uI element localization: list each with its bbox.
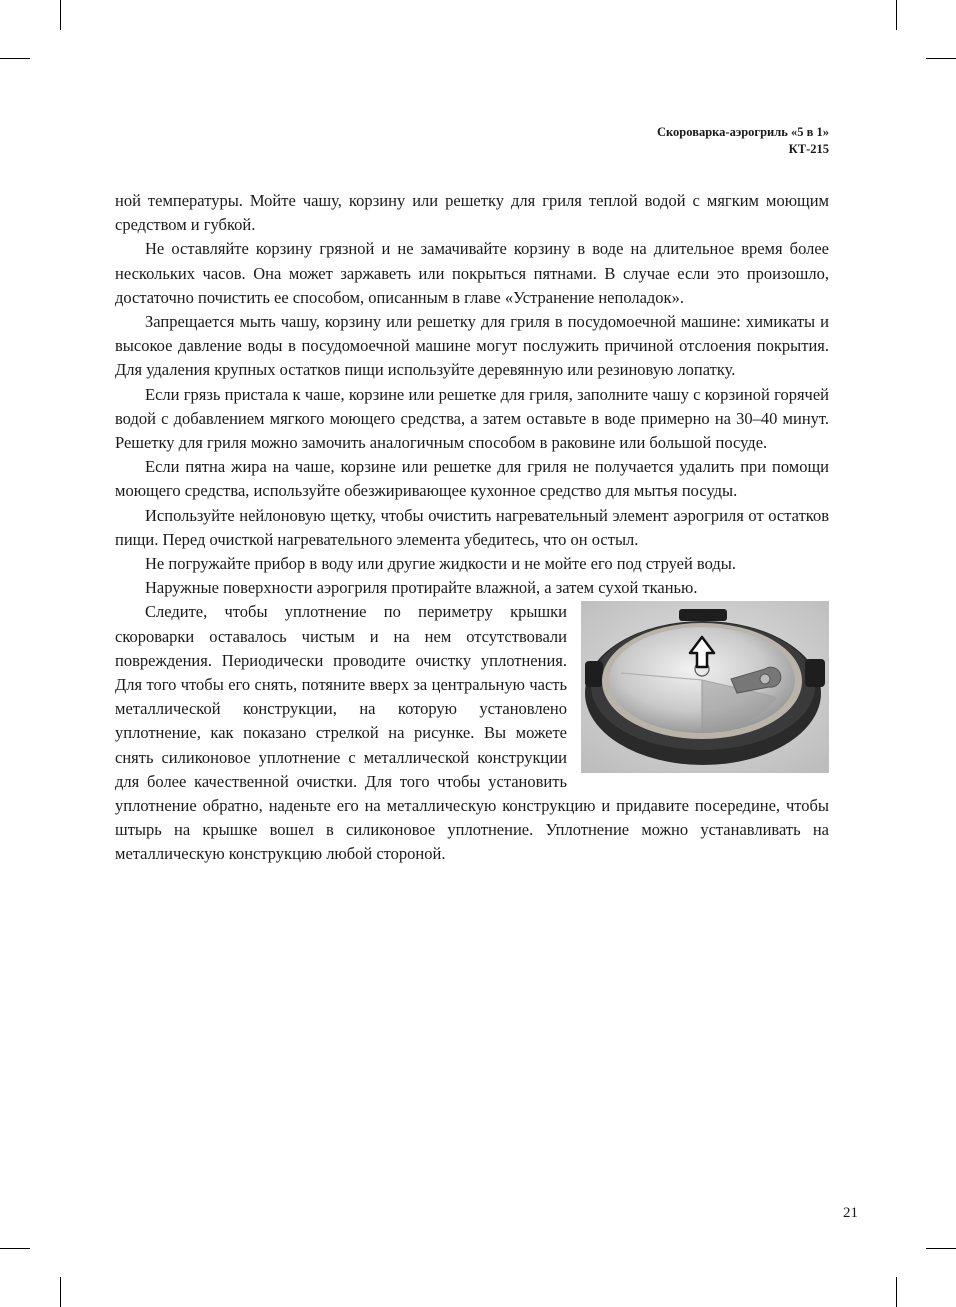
paragraph: ной температуры. Мойте чашу, корзину или решетку для гриля теплой водой с мягким моющим средством и губкой. <box>115 191 829 235</box>
paragraph-with-figure <box>115 600 829 866</box>
paragraph: Если пятна жира на чаше, корзине или решетке для гриля не получается удалить при помощи моющего средства, используйте обезжиривающее кухонное средство для мытья посуды. <box>115 457 829 501</box>
crop-mark <box>896 0 897 30</box>
crop-mark <box>926 58 956 59</box>
paragraph: Не оставляйте корзину грязной и не замачивайте корзину в воде на длительное время более нескольких часов. Она может заржаветь или покрыться пятнами. В случае если это произошло, достаточно почистить ее способом, описанным в главе «Устранение неполадок». <box>115 239 829 307</box>
header-model: КТ-215 <box>788 142 829 156</box>
paragraph-text: Следите, чтобы уплотнение по периметру крышки скороварки оставалось чистым и на нем отсутствовали повреждения. Периодически проводите очистку уплотнения. Для того чтобы его снять, потяните вверх за центральную часть металлической конструкции, на которую установлено уплотнение, как показано стрелкой на рисунке. Вы можете снять силиконовое уплотнение с металлической конструкции для более качественной очистки. Для того чтобы установить уплотнение обратно, наденьте его на металлическую конструкцию и придавите посередине, чтобы штырь на крышке вошел в силиконовое уплотнение. Уплотнение можно устанавливать на металлическую конструкцию любой стороной. <box>115 602 829 864</box>
crop-mark <box>896 1277 897 1307</box>
paragraph: Запрещается мыть чашу, корзину или решетку для гриля в посудомоечной машине: химикаты и высокое давление воды в посудомоечной машине могут послужить причиной отслоения покрытия. Для удаления крупных остатков пищи используйте деревянную или резиновую лопатку. <box>115 312 829 380</box>
lid-handle <box>585 661 603 687</box>
paragraph: Используйте нейлоновую щетку, чтобы очистить нагревательный элемент аэрогриля от остатков пищи. Перед очисткой нагревательного элемента убедитесь, что он остыл. <box>115 505 829 549</box>
crop-mark <box>60 0 61 30</box>
body-text <box>115 189 829 867</box>
running-header <box>657 124 829 158</box>
lid-seal-photo <box>581 601 829 773</box>
lid-handle <box>805 659 825 687</box>
paragraph: Если грязь пристала к чаше, корзине или решетке для гриля, заполните чашу с корзиной горячей водой с добавлением мягкого моющего средства, а затем оставьте в воде примерно на 30–40 минут. Решетку для гриля можно замочить аналогичным способом в раковине или большой посуде. <box>115 384 829 453</box>
crop-mark <box>60 1277 61 1307</box>
crop-mark <box>0 58 30 59</box>
header-title: Скороварка-аэрогриль «5 в 1» <box>656 125 829 139</box>
paragraph: Не погружайте прибор в воду или другие жидкости и не мойте его под струей воды. <box>145 554 736 574</box>
pressure-lid-illustration <box>581 601 829 773</box>
crop-mark <box>926 1248 956 1249</box>
paragraph: Наружные поверхности аэрогриля протирайте влажной, а затем сухой тканью. <box>145 578 698 598</box>
page-number: 21 <box>843 1205 858 1221</box>
crop-mark <box>0 1248 30 1249</box>
